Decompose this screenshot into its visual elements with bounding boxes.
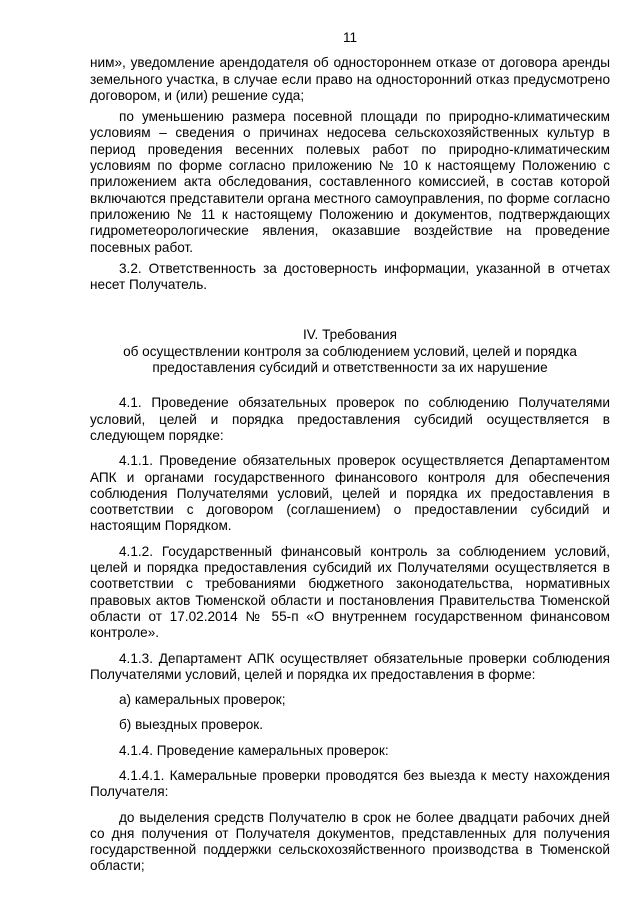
paragraph-4-1-4: 4.1.4. Проведение камеральных проверок:	[119, 742, 389, 758]
paragraph-4-1-4-1: 4.1.4.1. Камеральные проверки проводятся без выезда к месту нахождения Получателя:	[90, 767, 610, 800]
page-number: 11	[342, 30, 358, 45]
paragraph-desk-check-term: до выделения средств Получателю в срок не более двадцати рабочих дней со дня получения от Получателя документов, представленных для получения государственной поддержки сельскохозяйственного производства в Тюменской области;	[90, 809, 610, 874]
section-heading	[90, 327, 610, 376]
section-heading-line-3: предоставления субсидий и ответственности за их нарушение	[152, 360, 548, 376]
section-heading-line-2: об осуществлении контроля за соблюдением условий, целей и порядка	[123, 343, 577, 359]
paragraph-3-2: 3.2. Ответственность за достоверность информации, указанной в отчетах несет Получатель.	[90, 260, 610, 293]
list-item-b: б) выездных проверок.	[119, 717, 264, 733]
paragraph-lease-notice: ним», уведомление арендодателя об одностороннем отказе от договора аренды земельного участка, в случае если право на односторонний отказ предусмотрено договором, и (или) решение суда;	[90, 55, 610, 103]
list-item-a: а) камеральных проверок;	[119, 692, 286, 708]
paragraph-4-1-1: 4.1.1. Проведение обязательных проверок осуществляется Департаментом АПК и органами государственного финансового контроля для обеспечения соблюдения Получателями условий, целей и порядка их предоставления в соответствии с договором (соглашением) о предоставлении субсидий и настоящим Порядком.	[90, 453, 610, 534]
paragraph-sown-area-reduction: по уменьшению размера посевной площади по природно-климатическим условиям – сведения о причинах недосева сельскохозяйственных культур в период проведения весенних полевых работ по природно-климатическим условиям по форме согласно приложению № 10 к настоящему Положению с приложением акта обследования, составленного комиссией, в состав которой включаются представители органа местного самоуправления, по форме согласно приложению № 11 к настоящему Положению и документов, подтверждающих гидрометеорологические явления, оказавшие воздействие на проведение посевных работ.	[90, 109, 610, 255]
section-heading-title: IV. Требования	[302, 327, 398, 343]
paragraph-4-1-2: 4.1.2. Государственный финансовый контроль за соблюдением условий, целей и порядка предоставления субсидий их Получателями осуществляется в соответствии с требованиями бюджетного законодательства, нормативных правовых актов Тюменской области и постановления Правительства Тюменской области от 17.02.2014 № 55-п «О внутреннем государственном финансовом контроле».	[90, 543, 610, 641]
paragraph-4-1-3: 4.1.3. Департамент АПК осуществляет обязательные проверки соблюдения Получателями условий, целей и порядка их предоставления в форме:	[90, 650, 610, 682]
paragraph-4-1: 4.1. Проведение обязательных проверок по соблюдению Получателями условий, целей и порядка предоставления субсидий осуществляется в следующем порядке:	[90, 395, 610, 443]
